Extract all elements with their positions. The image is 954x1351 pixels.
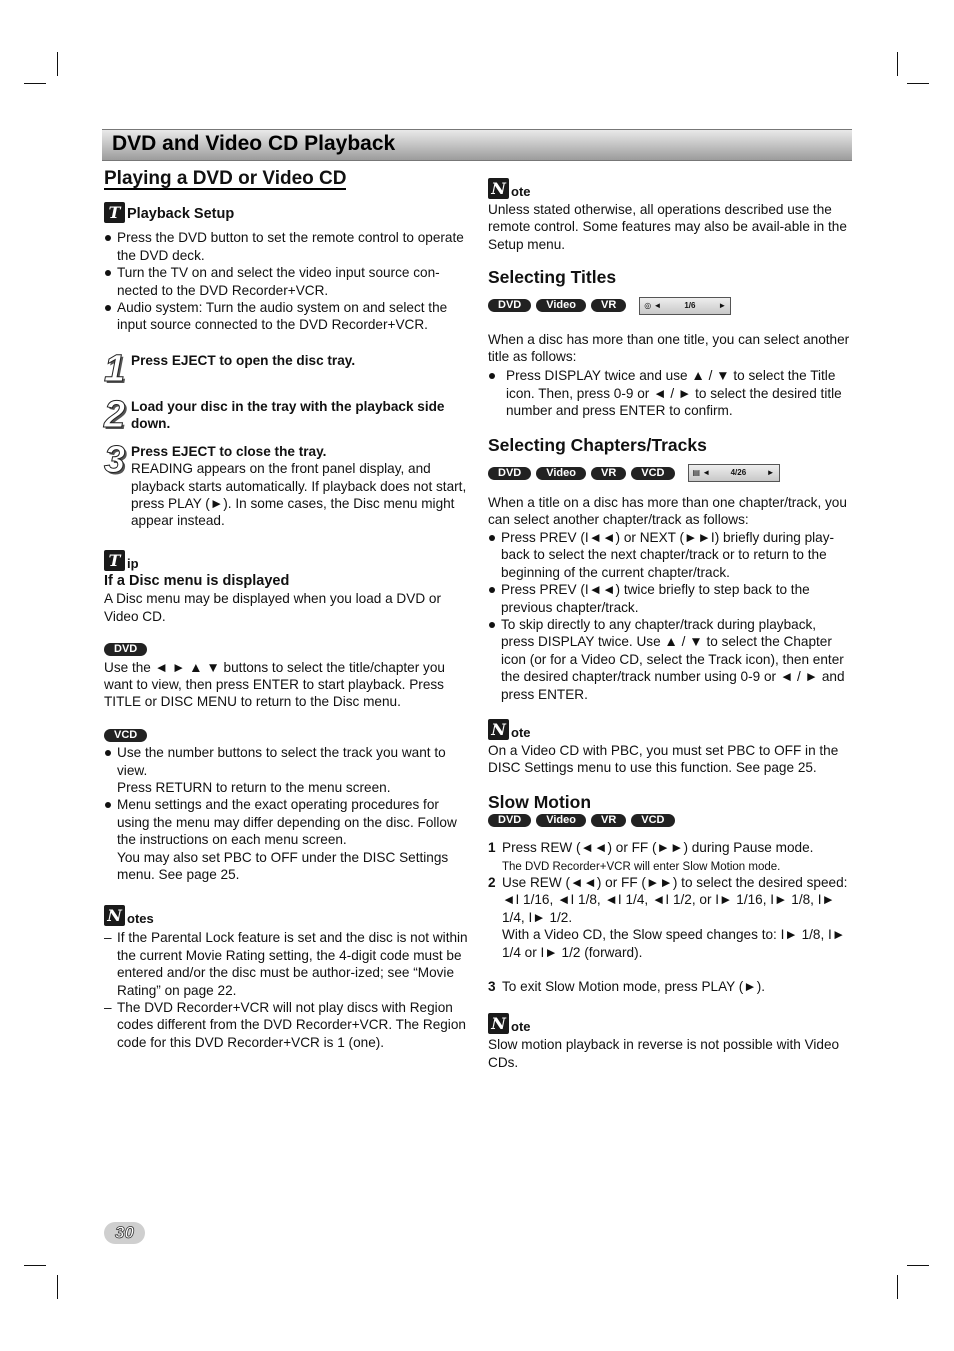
step-text: Use REW (◄◄) or FF (►►) to select the desired speed: ◄I 1/16, ◄I 1/8, ◄I 1/4, ◄I 1/2, or I► 1/16, I► 1/8, I► 1/4, I► 1/2. — [502, 874, 848, 925]
disc-badge-video: Video — [536, 814, 586, 827]
list-item: Press PREV (I◄◄) or NEXT (►►I) briefly during play-back to select the next chapter/track or to return to the beginning of the current chapter/track. — [488, 529, 852, 581]
note-icon: N — [488, 719, 509, 740]
notes-heading — [104, 905, 468, 926]
note-icon: N — [488, 178, 509, 199]
osd-value: 1/6 — [684, 300, 696, 310]
list-item-text: Use the number buttons to select the track you want to view. — [117, 745, 446, 778]
osd-value: 4/26 — [730, 468, 747, 478]
slow-steps — [488, 839, 852, 995]
disc-badge-vcd: VCD — [104, 729, 147, 742]
notes-list — [104, 929, 468, 1051]
step-number: 3 — [488, 979, 496, 994]
step-2 — [104, 393, 468, 436]
titles-intro: When a disc has more than one title, you can select another title as follows: — [488, 331, 850, 365]
chapters-badges — [488, 464, 852, 482]
step-note: The DVD Recorder+VCR will enter Slow Motion mode. — [502, 860, 781, 873]
tip-icon: T — [104, 550, 125, 571]
note-body: Slow motion playback in reverse is not possible with Video CDs. — [488, 1037, 840, 1070]
note-label: ote — [511, 724, 531, 740]
disc-badge-dvd: DVD — [488, 467, 531, 480]
page-number: 30 — [104, 1222, 145, 1244]
dvd-block — [104, 639, 468, 711]
crop-mark — [907, 83, 929, 84]
disc-badge-dvd: DVD — [488, 299, 531, 312]
playback-setup-heading — [104, 202, 468, 223]
disc-badge-vcd: VCD — [631, 467, 674, 480]
setup-list — [104, 229, 468, 333]
slow-motion-heading: Slow Motion — [488, 791, 592, 812]
dvd-text: Use the ◄ ► ▲ ▼ buttons to select the title/chapter you want to view, then press ENTER to start playback. Press TITLE or DISC MENU to return to the Disc menu. — [104, 659, 445, 710]
step-3 — [104, 438, 468, 530]
disc-badge-dvd: DVD — [488, 814, 531, 827]
vcd-list — [104, 744, 468, 883]
step-text: Press REW (◄◄) or FF (►►) during Pause mode. — [502, 840, 814, 856]
list-item — [104, 744, 468, 796]
disc-icon: ◎ ◄ — [644, 300, 662, 310]
disc-badge-video: Video — [536, 299, 586, 312]
list-item: – The DVD Recorder+VCR will not play discs with Region codes different from the DVD Recorder+VCR. The Region code for this DVD Recorder+VCR is 1 (one). — [104, 999, 468, 1051]
list-item — [488, 839, 852, 874]
chapters-intro: When a title on a disc has more than one chapter/track, you can select another chapter/track as follows: — [488, 495, 847, 528]
step-title: Load your disc in the tray with the playback side down. — [131, 398, 445, 432]
tip-icon: T — [104, 202, 125, 223]
section-title: Playing a DVD or Video CD — [104, 168, 347, 189]
note-heading — [488, 178, 852, 199]
arrow-right-icon: ► — [718, 300, 727, 310]
chapters-list — [488, 529, 852, 703]
title-osd-display — [639, 297, 731, 315]
tip-label: ip — [127, 555, 139, 571]
list-item-text: You may also set PBC to OFF under the DISC Settings menu. See page 25. — [117, 849, 449, 882]
list-item-text: Menu settings and the exact operating procedures for using the menu may differ depending on the disc. Follow the instructions on each menu screen. — [117, 797, 457, 848]
left-column — [104, 170, 468, 1051]
note-body: On a Video CD with PBC, you must set PBC to OFF in the DISC Settings menu to use this function. See page 25. — [488, 742, 839, 776]
note-heading — [488, 1013, 852, 1034]
disc-badge-vr: VR — [591, 814, 626, 827]
step-body: READING appears on the front panel display, and playback starts automatically. If playback does not start, press PLAY (►). In some cases, the Disc menu might appear instead. — [131, 461, 467, 529]
chapter-banner — [102, 129, 852, 161]
tip-body: A Disc menu may be displayed when you load a DVD or Video CD. — [104, 591, 441, 624]
disc-badge-vcd: VCD — [631, 814, 674, 827]
notes-label: otes — [127, 911, 154, 927]
step-1 — [104, 347, 468, 390]
step-number: 1 — [488, 840, 496, 856]
tip-title: If a Disc menu is displayed — [104, 572, 290, 589]
titles-list — [488, 367, 852, 419]
step-number: 3 — [104, 438, 126, 481]
crop-mark — [897, 1275, 898, 1299]
chapter-title: DVD and Video CD Playback — [112, 132, 396, 155]
chapter-osd-display — [688, 464, 780, 482]
slow-badges — [488, 814, 852, 827]
crop-mark — [897, 52, 898, 76]
list-item — [488, 874, 852, 961]
note-label: ote — [511, 1019, 531, 1035]
note-label: ote — [511, 184, 531, 199]
selecting-chapters-heading: Selecting Chapters/Tracks — [488, 434, 707, 455]
disc-badge-dvd: DVD — [104, 643, 147, 656]
list-item-text: Press RETURN to return to the menu screen. — [117, 779, 391, 795]
step-text: To exit Slow Motion mode, press PLAY (►). — [502, 979, 766, 994]
vcd-block — [104, 725, 468, 884]
playback-setup-title: Playback Setup — [127, 206, 235, 222]
list-item: To skip directly to any chapter/track during playback, press DISPLAY twice. Use ▲ / ▼ to select the Chapter icon (or for a Video CD, select the Track icon), then enter the desired chapter/track number using 0-9 or ◄ / ► and press ENTER. — [488, 616, 852, 703]
disc-badge-vr: VR — [591, 299, 626, 312]
crop-mark — [24, 1265, 46, 1266]
note-icon: N — [104, 905, 125, 926]
list-item: Press PREV (I◄◄) twice briefly to step back to the previous chapter/track. — [488, 581, 852, 616]
step-title: Press EJECT to close the tray. — [131, 443, 327, 459]
step-title: Press EJECT to open the disc tray. — [131, 352, 356, 368]
step-number: 1 — [104, 347, 126, 390]
titles-badges — [488, 297, 852, 315]
vcd-speed-line: With a Video CD, the Slow speed changes to: I► 1/8, I► 1/4 or I► 1/2 (forward). — [502, 927, 846, 960]
note-body: Unless stated otherwise, all operations described use the remote control. Some features may also be avail-able in the Setup menu. — [488, 202, 847, 252]
crop-mark — [57, 1275, 58, 1299]
right-column — [488, 178, 852, 1071]
step-number: 2 — [104, 393, 126, 436]
list-item: Audio system: Turn the audio system on and select the input source connected to the DVD Recorder+VCR. — [104, 299, 468, 334]
list-item — [104, 796, 468, 883]
crop-mark — [907, 1265, 929, 1266]
crop-mark — [57, 52, 58, 76]
note-icon: N — [488, 1013, 509, 1034]
disc-badge-video: Video — [536, 467, 586, 480]
list-item: Press the DVD button to set the remote control to operate the DVD deck. — [104, 229, 468, 264]
arrow-right-icon: ► — [766, 468, 775, 478]
list-item — [488, 978, 852, 995]
list-item: – If the Parental Lock feature is set and the disc is not within the current Movie Rating setting, the 4-digit code must be entered and/or the disc must be author-ized; see “Movie Rating” on page 22. — [104, 929, 468, 999]
list-item: Turn the TV on and select the video input source con-nected to the DVD Recorder+VCR. — [104, 264, 468, 299]
tip-heading — [104, 550, 468, 571]
note-heading — [488, 719, 852, 740]
list-item: Press DISPLAY twice and use ▲ / ▼ to select the Title icon. Then, press 0-9 or ◄ / ► to select the desired title number and press ENTER to confirm. — [488, 367, 852, 419]
crop-mark — [24, 83, 46, 84]
disc-badge-vr: VR — [591, 467, 626, 480]
selecting-titles-heading: Selecting Titles — [488, 267, 617, 288]
film-icon: ▤ ◄ — [692, 468, 711, 478]
step-number: 2 — [488, 874, 496, 890]
